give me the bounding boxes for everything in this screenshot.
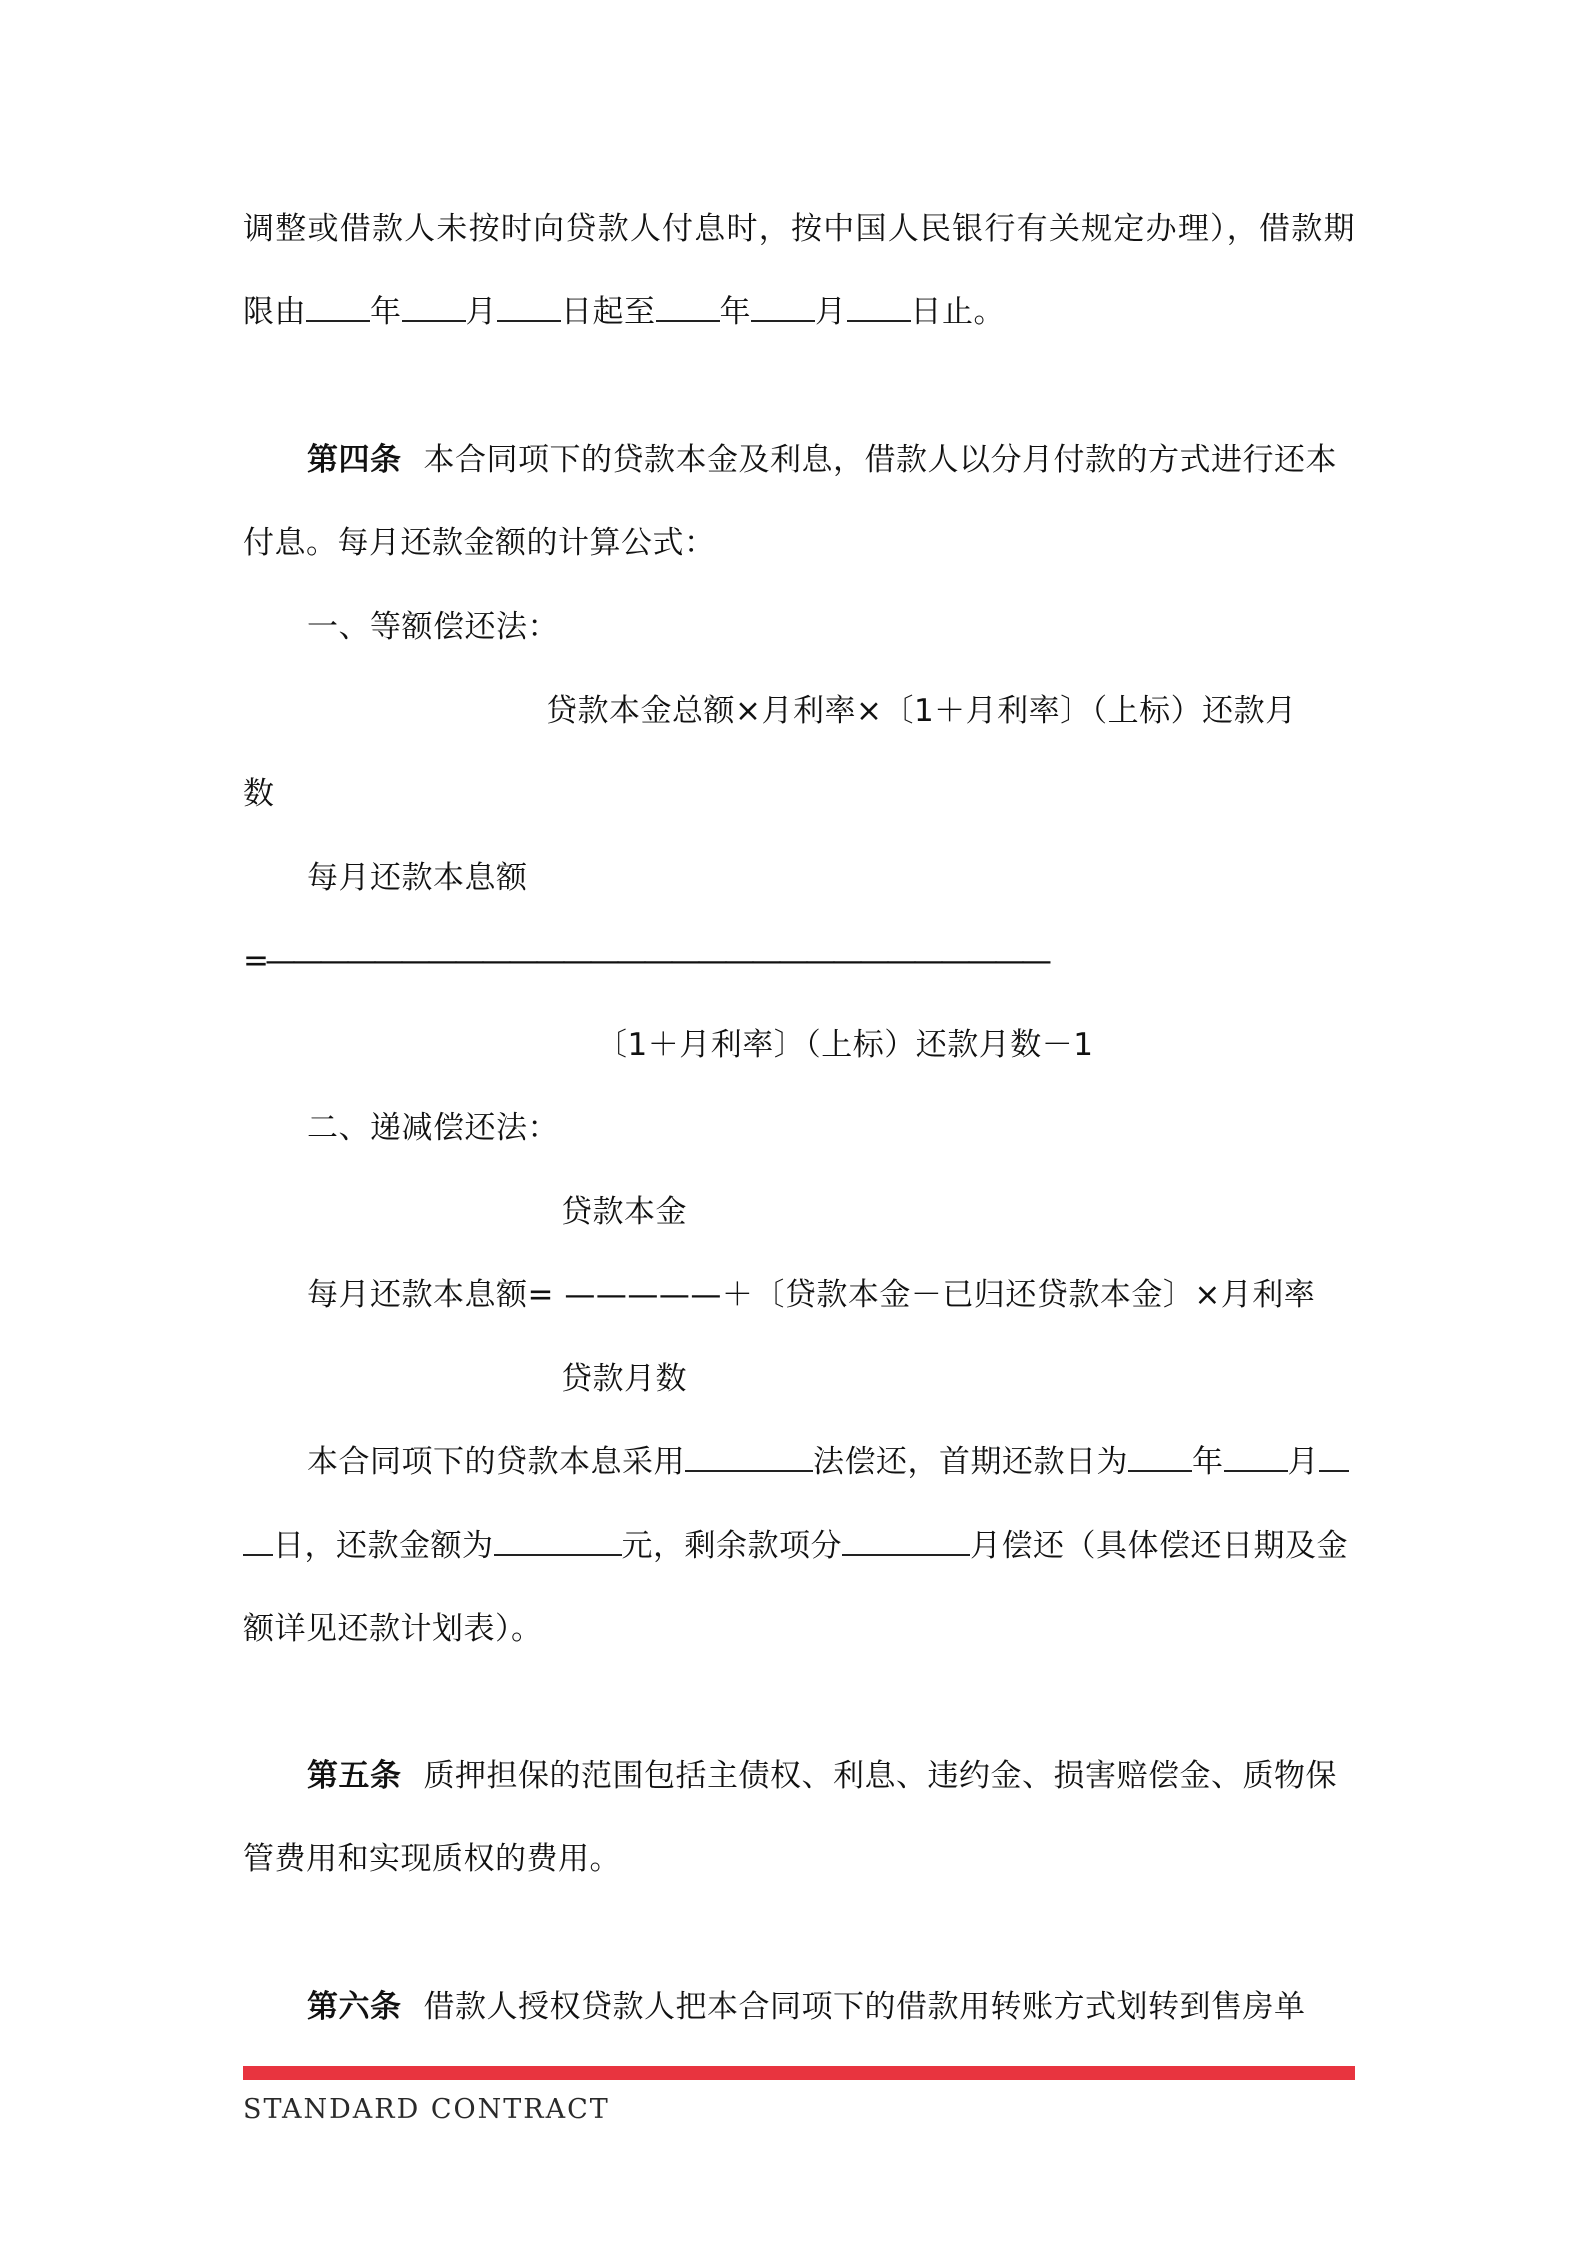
blank-field bbox=[842, 1524, 970, 1556]
paragraph-line bbox=[243, 207, 1355, 251]
blank-field bbox=[497, 290, 561, 322]
text: 年 bbox=[719, 294, 751, 330]
text: 年 bbox=[1192, 1444, 1224, 1480]
paragraph-line bbox=[243, 521, 1355, 565]
text: 日起至 bbox=[561, 294, 656, 330]
text: 每月还款本息额= —————＋〔贷款本金－已归还贷款本金〕×月利率 bbox=[307, 1277, 1316, 1313]
paragraph-line bbox=[243, 1837, 1355, 1881]
text: 借款人授权贷款人把本合同项下的借款用转账方式划转到售房单 bbox=[423, 1989, 1306, 2025]
article-heading: 第六条 bbox=[307, 1989, 402, 2025]
text: 〔1＋月利率〕（上标）还款月数－1 bbox=[596, 1027, 1094, 1063]
repayment-line bbox=[243, 1607, 1355, 1651]
text: 年 bbox=[370, 294, 402, 330]
article-heading: 第四条 bbox=[307, 442, 402, 478]
formula-bottom bbox=[561, 1357, 961, 1401]
method-title bbox=[307, 605, 1355, 649]
paragraph-line bbox=[243, 290, 1355, 334]
blank-field bbox=[751, 290, 815, 322]
text: 日，还款金额为 bbox=[273, 1528, 494, 1564]
text: 管费用和实现质权的费用。 bbox=[243, 1841, 621, 1877]
formula-label bbox=[307, 856, 1355, 900]
text: 月 bbox=[1287, 1444, 1319, 1480]
text: 贷款月数 bbox=[561, 1361, 687, 1397]
text: 贷款本金总额×月利率×〔1＋月利率〕（上标）还款月 bbox=[546, 693, 1297, 729]
blank-field bbox=[685, 1440, 813, 1472]
footer-accent-bar bbox=[243, 2066, 1355, 2080]
repayment-line bbox=[243, 1524, 1355, 1568]
text: 调整或借款人未按时向贷款人付息时，按中国人民银行有关规定办理），借款期 bbox=[243, 211, 1355, 247]
text: 限由 bbox=[243, 294, 306, 330]
repayment-line bbox=[307, 1440, 1355, 1484]
text: 月 bbox=[465, 294, 497, 330]
method-title bbox=[307, 1106, 1355, 1150]
formula-denominator bbox=[596, 1023, 1356, 1067]
text: 每月还款本息额 bbox=[307, 860, 528, 896]
formula-numerator bbox=[546, 689, 1356, 733]
text: 数 bbox=[243, 776, 275, 812]
text: 一、等额偿还法： bbox=[307, 609, 559, 645]
blank-field bbox=[1128, 1440, 1192, 1472]
blank-field bbox=[1224, 1440, 1288, 1472]
blank-field bbox=[494, 1524, 622, 1556]
article-4-line bbox=[307, 438, 1355, 482]
formula-fraction-bar bbox=[243, 939, 1355, 983]
text: 本合同项下的贷款本金及利息，借款人以分月付款的方式进行还本 bbox=[423, 442, 1337, 478]
blank-field bbox=[1319, 1440, 1349, 1472]
text: 额详见还款计划表）。 bbox=[243, 1611, 543, 1647]
blank-field bbox=[306, 290, 370, 322]
article-6-line bbox=[307, 1985, 1355, 2029]
text: 本合同项下的贷款本息采用 bbox=[307, 1444, 685, 1480]
text: =————————————————————————————— bbox=[243, 943, 1048, 979]
formula-line bbox=[307, 1273, 1355, 1317]
blank-field bbox=[402, 290, 466, 322]
blank-field bbox=[656, 290, 720, 322]
text: 付息。每月还款金额的计算公式： bbox=[243, 525, 716, 561]
article-5-line bbox=[307, 1754, 1355, 1798]
formula-top bbox=[561, 1190, 961, 1234]
text: 贷款本金 bbox=[561, 1194, 687, 1230]
text: 月 bbox=[815, 294, 847, 330]
text: 月偿还（具体偿还日期及金 bbox=[970, 1528, 1348, 1564]
text: 二、递减偿还法： bbox=[307, 1110, 559, 1146]
formula-numerator-cont bbox=[243, 772, 1355, 816]
article-heading: 第五条 bbox=[307, 1758, 402, 1794]
footer-label: STANDARD CONTRACT bbox=[243, 2094, 610, 2125]
blank-field bbox=[243, 1524, 273, 1556]
blank-field bbox=[847, 290, 911, 322]
text: 日止。 bbox=[910, 294, 1005, 330]
text: 质押担保的范围包括主债权、利息、违约金、损害赔偿金、质物保 bbox=[423, 1758, 1337, 1794]
text: 法偿还，首期还款日为 bbox=[813, 1444, 1128, 1480]
text: 元，剩余款项分 bbox=[621, 1528, 842, 1564]
